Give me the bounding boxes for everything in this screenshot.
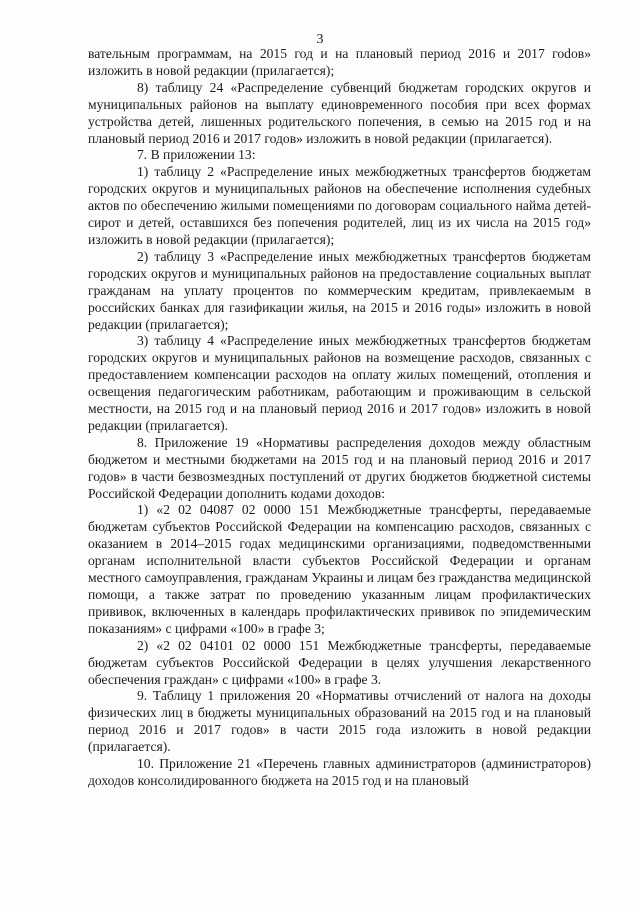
paragraph-item-1-table-2: 1) таблицу 2 «Распределение иных межбюджетных трансфертов бюджетам городских округов и муниципальных районов на обеспечение исполнения судебных актов по обеспечению жилыми помещениями по договорам социального найма детей-сирот и детей, оставшихся без попечения родителей, лиц из их числа на 2015 год» изложить в новой редакции (прилагается);: [88, 164, 591, 247]
paragraph-item-8-table-24: 8) таблицу 24 «Распределение субвенций бюджетам городских округов и муниципальных районов на выплату единовременного пособия при всех формах устройства детей, лишенных родительского попечения, в семью на 2015 год и на плановый период 2016 и 2017 годов» изложить в новой редакции (прилагается).: [88, 79, 591, 146]
paragraph-section-8: 8. Приложение 19 «Нормативы распределения доходов между областным бюджетом и местными бюджетами на 2015 год и на плановый период 2016 и 2017 годов» в части безвозмездных поступлений от других бюджетов бюджетной системы Российской Федерации дополнить кодами доходов:: [88, 434, 591, 501]
paragraph-continuation: вательным программам, на 2015 год и на плановый период 2016 и 2017 гоdов» изложить в новой редакции (прилагается);: [88, 46, 591, 78]
document-body: [88, 46, 591, 790]
paragraph-section-10: 10. Приложение 21 «Перечень главных администраторов (администраторов) доходов консолидированного бюджета на 2015 год и на плановый: [88, 756, 591, 788]
paragraph-section-7-heading: 7. В приложении 13:: [137, 147, 256, 163]
paragraph-item-2-table-3: 2) таблицу 3 «Распределение иных межбюджетных трансфертов бюджетам городских округов и муниципальных районов на предоставление социальных выплат гражданам на уплату процентов по коммерческим кредитам, привлекаемым в российских банках для газификации жилья, на 2015 и 2016 годы» изложить в новой редакции (прилагается);: [88, 248, 591, 332]
paragraph-code-2: 2) «2 02 04101 02 0000 151 Межбюджетные трансферты, передаваемые бюджетам субъектов Российской Федерации в целях улучшения лекарственного обеспечения граждан» с цифрами «100» в графе 3.: [88, 637, 591, 687]
paragraph-code-1: 1) «2 02 04087 02 0000 151 Межбюджетные трансферты, передаваемые бюджетам субъектов Российской Федерации на компенсацию расходов, связанных с оказанием в 2014–2015 годах медицинскими организациями, подведомственными органам исполнительной власти субъектов Российской Федерации и органам местного самоуправления, гражданам Украины и лицам без гражданства медицинской помощи, а также затрат по проведению указанным лицам профилактических прививок, включенных в календарь профилактических прививок по эпидемическим показаниям» с цифрами «100» в графе 3;: [88, 502, 591, 636]
paragraph-section-9: 9. Таблицу 1 приложения 20 «Нормативы отчислений от налога на доходы физических лиц в бюджеты муниципальных образований на 2015 год и на плановый период 2016 и 2017 годов» в части 2015 года изложить в новой редакции (прилагается).: [88, 688, 591, 755]
page-number: 3: [316, 32, 324, 47]
paragraph-item-3-table-4: 3) таблицу 4 «Распределение иных межбюджетных трансфертов бюджетам городских округов и муниципальных районов на возмещение расходов, связанных с предоставлением компенсации расходов на оплату жилых помещений, отопления и освещения педагогическим работникам, работающим и проживающим в сельской местности, на 2015 год и на плановый период 2016 и 2017 годов» изложить в новой редакции (прилагается).: [88, 333, 591, 433]
